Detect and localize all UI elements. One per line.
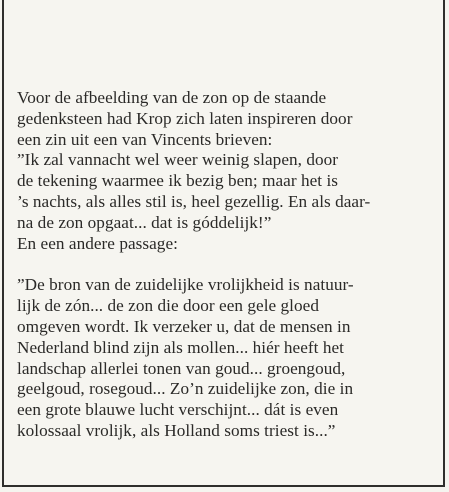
text-block <box>17 88 437 442</box>
text-line: Voor de afbeelding van de zon op de staande <box>17 88 327 107</box>
text-line: kolossaal vrolijk, als Holland soms triest is...” <box>17 420 336 440</box>
text-line: na de zon opgaat... dat is góddelijk!” <box>17 212 272 232</box>
text-line: Nederland blind zijn als mollen... hiér heeft het <box>17 337 344 357</box>
text-line: ”Ik zal vannacht wel weer weinig slapen, door <box>17 150 339 170</box>
text-line: lijk de zón... de zon die door een gele gloed <box>17 296 319 316</box>
text-line: ’s nachts, als alles stil is, heel gezellig. En als daar- <box>17 191 371 211</box>
text-line: geelgoud, rosegoud... Zo’n zuidelijke zon, die in <box>17 379 354 399</box>
text-line: En een andere passage: <box>17 233 178 253</box>
text-line: gedenksteen had Krop zich laten inspireren door <box>17 108 353 128</box>
paragraph-gap <box>17 254 437 275</box>
text-line: een grote blauwe lucht verschijnt... dát is even <box>17 400 339 420</box>
text-line: omgeven wordt. Ik verzeker u, dat de mensen in <box>17 316 351 336</box>
text-line: een zin uit een van Vincents brieven: <box>17 129 273 149</box>
text-line: landschap allerlei tonen van goud... groengoud, <box>17 358 346 378</box>
text-line: de tekening waarmee ik bezig ben; maar het is <box>17 171 339 191</box>
text-line: ”De bron van de zuidelijke vrolijkheid is natuur- <box>17 275 354 295</box>
